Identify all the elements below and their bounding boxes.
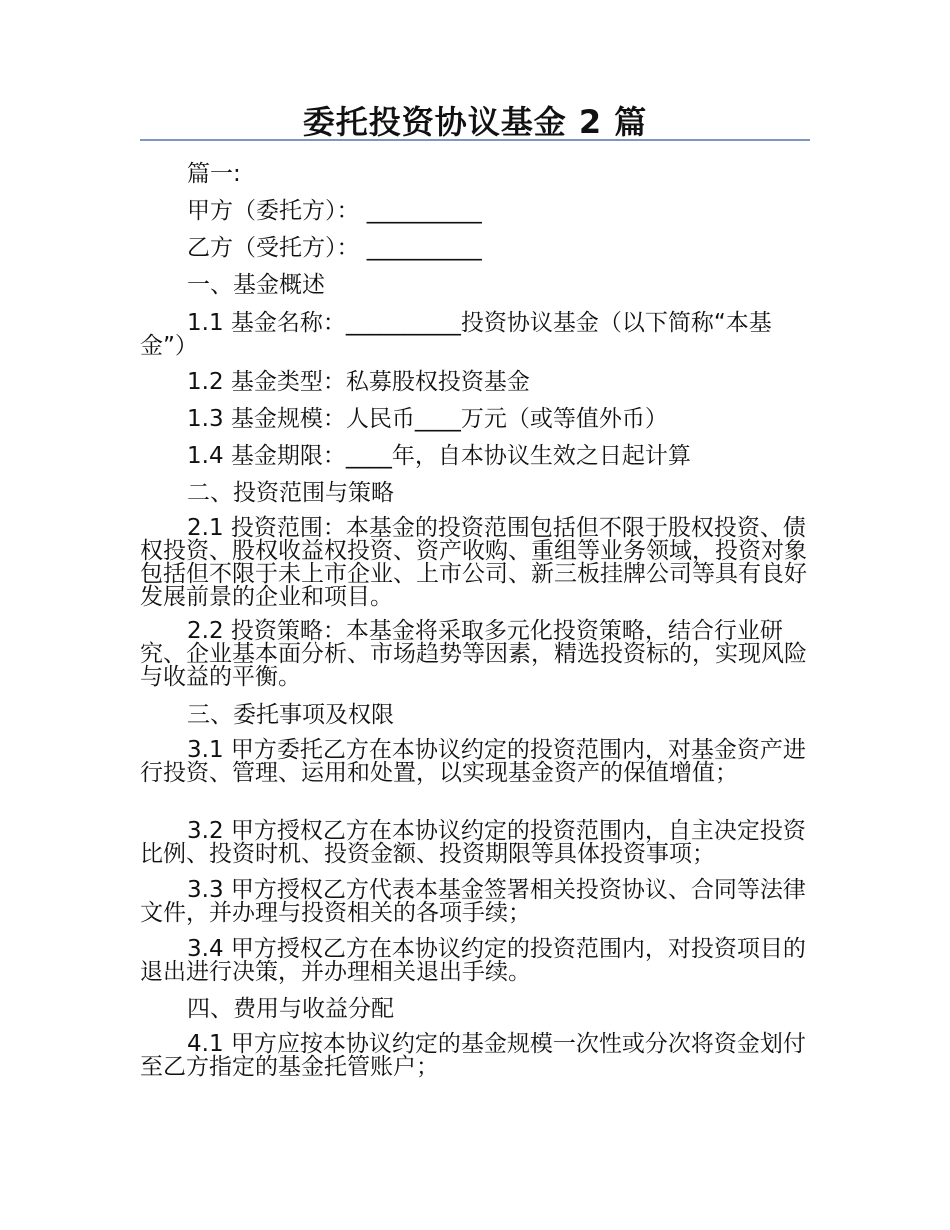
- party-b-line: 乙方（受托方）： __________: [187, 235, 482, 261]
- clause-3-1: 3.1 甲方委托乙方在本协议约定的投资范围内，对基金资产进行投资、管理、运用和处置，以实现基金资产的保值增值；: [140, 737, 806, 786]
- clause-1-1: 1.1 基金名称：__________投资协议基金（以下简称“本基金”）: [140, 310, 772, 359]
- clause-2-1: 2.1 投资范围：本基金的投资范围包括但不限于股权投资、债权投资、股权收益权投资、资产收购、重组等业务领域，投资对象包括但不限于未上市企业、上市公司、新三板挂牌公司等具有良好发展前景的企业和项目。: [140, 515, 807, 610]
- clause-1-2: 1.2 基金类型：私募股权投资基金: [187, 369, 530, 395]
- title-underline: [140, 139, 810, 141]
- clause-1-3: 1.3 基金规模：人民币____万元（或等值外币）: [187, 406, 668, 432]
- clause-1-4: 1.4 基金期限：____年，自本协议生效之日起计算: [187, 443, 691, 469]
- heading-fund-overview: 一、基金概述: [187, 272, 325, 298]
- clause-3-3: 3.3 甲方授权乙方代表本基金签署相关投资协议、合同等法律文件，并办理与投资相关的各项手续；: [140, 877, 806, 926]
- heading-entrustment: 三、委托事项及权限: [187, 702, 394, 728]
- clause-4-1: 4.1 甲方应按本协议约定的基金规模一次性或分次将资金划付至乙方指定的基金托管账户；: [140, 1031, 806, 1080]
- clause-3-4: 3.4 甲方授权乙方在本协议约定的投资范围内，对投资项目的退出进行决策，并办理相关退出手续。: [140, 936, 806, 985]
- party-a-line: 甲方（委托方）： __________: [187, 198, 482, 224]
- section-label: 篇一:: [187, 161, 241, 187]
- heading-investment-scope: 二、投资范围与策略: [187, 480, 394, 506]
- clause-3-2: 3.2 甲方授权乙方在本协议约定的投资范围内，自主决定投资比例、投资时机、投资金额、投资期限等具体投资事项；: [140, 818, 806, 867]
- document-title: 委托投资协议基金 2 篇: [302, 103, 648, 141]
- heading-fees-distribution: 四、费用与收益分配: [187, 996, 394, 1022]
- clause-2-2: 2.2 投资策略：本基金将采取多元化投资策略，结合行业研究、企业基本面分析、市场趋势等因素，精选投资标的，实现风险与收益的平衡。: [140, 618, 807, 690]
